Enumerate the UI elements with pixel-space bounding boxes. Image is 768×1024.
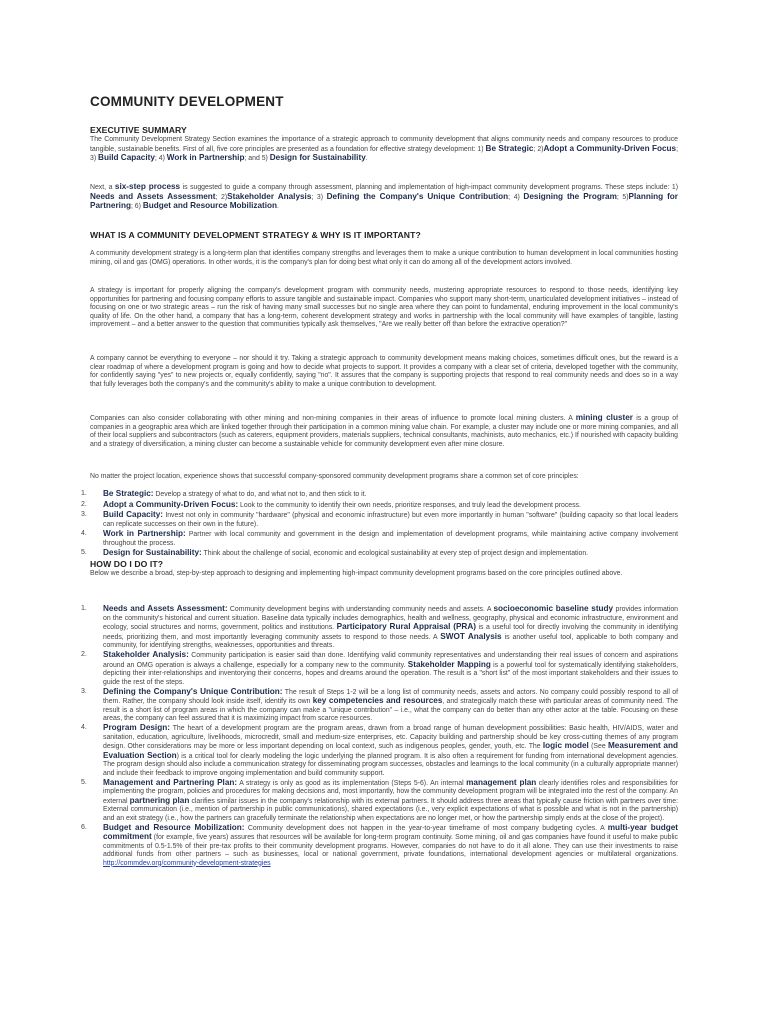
step-term: Needs and Assets Assessment:: [103, 604, 228, 613]
step-term: logic model: [542, 741, 589, 750]
item-number: 1.: [81, 605, 87, 612]
principle-text: Think about the challenge of social, economic and ecological sustainability at every step of project design and implementation.: [201, 550, 589, 557]
step-item: [78, 779, 678, 824]
six-steps-list: [78, 605, 678, 869]
principle-item: [78, 501, 678, 511]
principle-item: [78, 511, 678, 529]
principle-term: Design for Sustainability:: [103, 548, 202, 557]
step-text: The result of Steps 1-2 will be a long list of community needs, assets and actors. No company could possibly respond to all of them. Rather, the company should look inside itself, identify its own: [103, 688, 679, 705]
item-number: 6.: [81, 823, 87, 831]
step-term: Management and Partnering Plan:: [103, 777, 238, 787]
principle-item: [78, 530, 678, 548]
item-number: 5.: [81, 778, 87, 786]
principle-term: Build Capacity:: [103, 510, 163, 519]
item-number: 4.: [81, 724, 87, 731]
principle-item: [78, 490, 678, 500]
step-term: SWOT Analysis: [440, 631, 502, 641]
how-do-heading: HOW DO I DO IT?: [90, 559, 164, 569]
item-number: 3.: [81, 511, 87, 518]
step-item: [78, 605, 678, 651]
step-item: [78, 724, 678, 778]
principle-item: [78, 549, 678, 559]
step-text: ) is a critical tool for clearly modeling the logic underlying the planned program. It is also often a requirement for funding from international development agencies. The program design should also include a communication strategy for disseminating program successes, obstacles and learnings to the local community (in a culturally appropriate manner) and include their feedback to improve ongoing implementation and build community support.: [103, 752, 678, 777]
step-term: Defining the Company's Unique Contribution:: [103, 686, 283, 696]
what-is-paragraph-1: A community development strategy is a long-term plan that identifies company strengths and leverages them to make a unique contribution to human development in local communities hosting mining, oil and gas (OMG) operations. In other words, it is the company's plan for doing best what only it can do among all of the development actors involved.: [90, 250, 678, 266]
step-term: Participatory Rural Appraisal (PRA): [336, 622, 476, 631]
step-term: socioeconomic baseline study: [493, 604, 614, 613]
step-text: Community development does not happen in the year-to-year timeframe of most company budgeting cycles. A: [244, 824, 608, 832]
step-text: , and strategically match these with particular areas of community need. The result is a short list of program areas in which the company can make a "unique contribution" – i.e., what the company can do better than any other actor at the table. Focusing on these areas, the company can feel assured that it is maximizing impact from scarce resources.: [103, 698, 678, 722]
step-text: is a useful tool for directly involving the community in identifying needs, prioritizing them, and most importantly leveraging community assets to respond to those needs. A: [103, 624, 678, 641]
item-number: 1.: [81, 490, 87, 497]
step-term: multi-year budget commitment: [103, 822, 678, 841]
step-item: [78, 651, 678, 687]
principle-term: Adopt a Community-Driven Focus:: [103, 499, 239, 509]
steps-inline: 1) Needs and Assets Assessment; 2)Stakeholder Analysis; 3) Defining the Company's Unique Contribution; 4) Designing the Program; 5)Planning for Partnering; 6) Budget and Resource Mobilization.: [90, 184, 678, 210]
step-term: Budget and Resource Mobilization:: [103, 822, 245, 832]
what-is-heading: WHAT IS A COMMUNITY DEVELOPMENT STRATEGY & WHY IS IT IMPORTANT?: [90, 230, 421, 240]
source-link[interactable]: http://commdev.org/community-development-strategies: [103, 859, 271, 867]
step-term: Stakeholder Analysis:: [103, 650, 189, 659]
principle-text: Develop a strategy of what to do, and what not to, and then stick to it.: [153, 491, 367, 498]
step-term: Measurement and Evaluation Section: [103, 741, 678, 760]
item-number: 2.: [81, 651, 87, 658]
principle-text: Invest not only in community "hardware" (physical and economic infrastructure) but even more importantly in human "software" (building capacity so that local leaders can replicate successes on their own in the future).: [103, 512, 678, 528]
six-step-paragraph: Next, a six-step process is suggested to guide a company through assessment, planning and implementation of high-impact community development programs. These steps include: 1) Needs and Assets Assessment; 2)Stakeholder Analysis; 3) Defining the Company's Unique Contribution; 4) Designing the Program; 5)Planning for Partnering; 6) Budget and Resource Mobilization.: [90, 182, 678, 210]
step-text: Community participation is easier said than done. Identifying valid community representatives and understanding their real issues of concern and aspirations around an OMG operation is always a challenge, especially for a company new to the community.: [103, 652, 678, 669]
step-item: [78, 824, 678, 869]
step-text: The heart of a development program are the program areas, drawn from a broad range of human development possibilities: Basic health, HIV/AIDS, water and sanitation, education, agriculture, livelihoods, microcredit, small and medium-size enterprises, etc. Capacity building and partnership should be key cross-cutting themes of any program design. Other considerations may be more or less important depending on local context, such as indigenous peoples, gender, youth, etc. The: [103, 725, 679, 750]
mining-cluster-paragraph: Companies can also consider collaborating with other mining and non-mining companies in their areas of influence to promote local mining clusters. A mining cluster is a group of companies in a geographic area which are linked together through their participation in a common mining value chain. For example, a cluster may include one or more mining companies, and all of their local suppliers and subcontractors (such as caterers, equipment providers, materials suppliers, technical consultants, machinists, auto mechanics, etc.) If nourished with capacity building and a strategy of diversification, a mining cluster can become a sustainable vehicle for community development even after mine closure.: [90, 413, 678, 448]
step-text: (See: [588, 743, 608, 750]
step-text: clearly identifies roles and responsibilities for implementing the program, policies and procedures for making decisions and, most importantly, how the community development program will be integrated into the rest of the company. An external: [103, 779, 678, 805]
core-principles-list: [78, 490, 678, 560]
step-text: is another useful tool, applicable to both company and community, for identifying strengths, weaknesses, opportunities and threats.: [103, 633, 678, 649]
item-number: 3.: [81, 687, 87, 695]
principles-inline: 1) Be Strategic; 2)Adopt a Community-Driven Focus; 3) Build Capacity; 4) Work in Partnership; and 5) Design for Sustainability.: [90, 143, 678, 162]
step-text: Community development begins with understanding community needs and assets. A: [227, 606, 494, 613]
step-text: (for example, five years) assures that resources will be available for long-term program continuity. Some mining, oil and gas companies have found it useful to make public commitments of 0.5-1.5% of their pre-tax profits to their community development programs. However, companies do not have to do it all alone. They can use their investments to raise additional funds from other partners – such as businesses, local or national government, private foundations, international development agencies or multilateral organizations.: [103, 834, 678, 858]
principle-term: Work in Partnership:: [103, 529, 186, 538]
step-item: [78, 688, 678, 724]
item-number: 4.: [81, 530, 87, 537]
step-term: management plan: [466, 777, 537, 787]
step-text: clarifies similar issues in the company's relationship with its external partners. It should address three areas that typically cause friction with partners over time: External communication (i.e., mention of partnership in public communications), shared expectations (i.e., very explicit expectations of what is possible and what is not in the partnership) and an exit strategy (i.e., how the partners can gracefully terminate the relationship when expectations are no longer met, or how the partnership simply ends at the close of the project).: [103, 797, 679, 822]
what-is-paragraph-3: A company cannot be everything to everyone – nor should it try. Taking a strategic approach to community development means making choices, sometimes difficult ones, but the reward is a clear roadmap of where a development program is going and how to decide what projects to support. It provides a company with a clear set of criteria, developed together with the community, for confidently saying "yes" to new projects or, equally confidently, saying "no". It assures that the company is supporting projects that respond to real community needs and does so in a way that fully leverages both the company's and the community's ability to make a unique contribution to development.: [90, 355, 678, 388]
executive-summary-heading: EXECUTIVE SUMMARY: [90, 125, 187, 135]
step-text: provides information on the community's historical and current situation. Baseline data typically includes demographics, health and wellness, geography, physical and economic infrastructure, environment and ecology, social structures and norms, government, politics and institutions.: [103, 606, 678, 631]
step-term: Program Design:: [103, 723, 170, 732]
executive-summary-paragraph: The Community Development Strategy Section examines the importance of a strategic approach to community development that aligns community needs and company resources to produce tangible, sustainable benefits. First of all, five core principles are presented as a foundation for effective strategy development: 1) Be Strategic; 2)Adopt a Community-Driven Focus; 3) Build Capacity; 4) Work in Partnership; and 5) Design for Sustainability.: [90, 136, 678, 162]
principle-text: Partner with local community and government in the design and implementation of development programs, while maintaining active company involvement throughout the process.: [103, 531, 678, 547]
document-title: COMMUNITY DEVELOPMENT: [90, 94, 284, 109]
what-is-paragraph-2: A strategy is important for properly aligning the company's development program with community needs, mustering appropriate resources to respond to those needs, identifying key opportunities for partnering and focusing company efforts to assure tangible and sustainable impact. Companies who support many short-term, unarticulated development initiatives – instead of focusing on one or two strategic areas – run the risk of having many small successes but no single area where they can point to fundamental, enduring improvement in the local community's quality of life. On the other hand, a company that has a long-term, coherent development strategy and works in partnership with the local community will have examples of tangible, lasting improvement – and a better answer to the question that communities typically ask themselves, "Are we really better off than before the extractive operation?": [90, 287, 678, 328]
item-number: 5.: [81, 549, 87, 556]
step-term: Stakeholder Mapping: [407, 659, 491, 669]
core-principles-intro: No matter the project location, experience shows that successful company-sponsored community development programs share a common set of core principles:: [90, 473, 579, 480]
principle-term: Be Strategic:: [103, 489, 154, 498]
step-text: A strategy is only as good as its implementation (Steps 5-6). An internal: [237, 779, 467, 787]
principle-text: Look to the community to identify their own needs, prioritize responses, and truly lead the development process.: [238, 501, 581, 509]
step-text: is a powerful tool for systematically identifying stakeholders, depicting their inter-relationships and inventorying their concerns, hopes and dreams around the operation. The result is a "short list" of the most important stakeholders and their issues to guide the rest of the steps.: [103, 661, 678, 686]
item-number: 2.: [81, 500, 87, 508]
step-term: partnering plan: [129, 795, 190, 805]
how-do-intro: Below we describe a broad, step-by-step approach to designing and implementing high-impact community development programs based on the core principles outlined above.: [90, 570, 623, 577]
step-term: key competencies and resources: [312, 696, 443, 705]
